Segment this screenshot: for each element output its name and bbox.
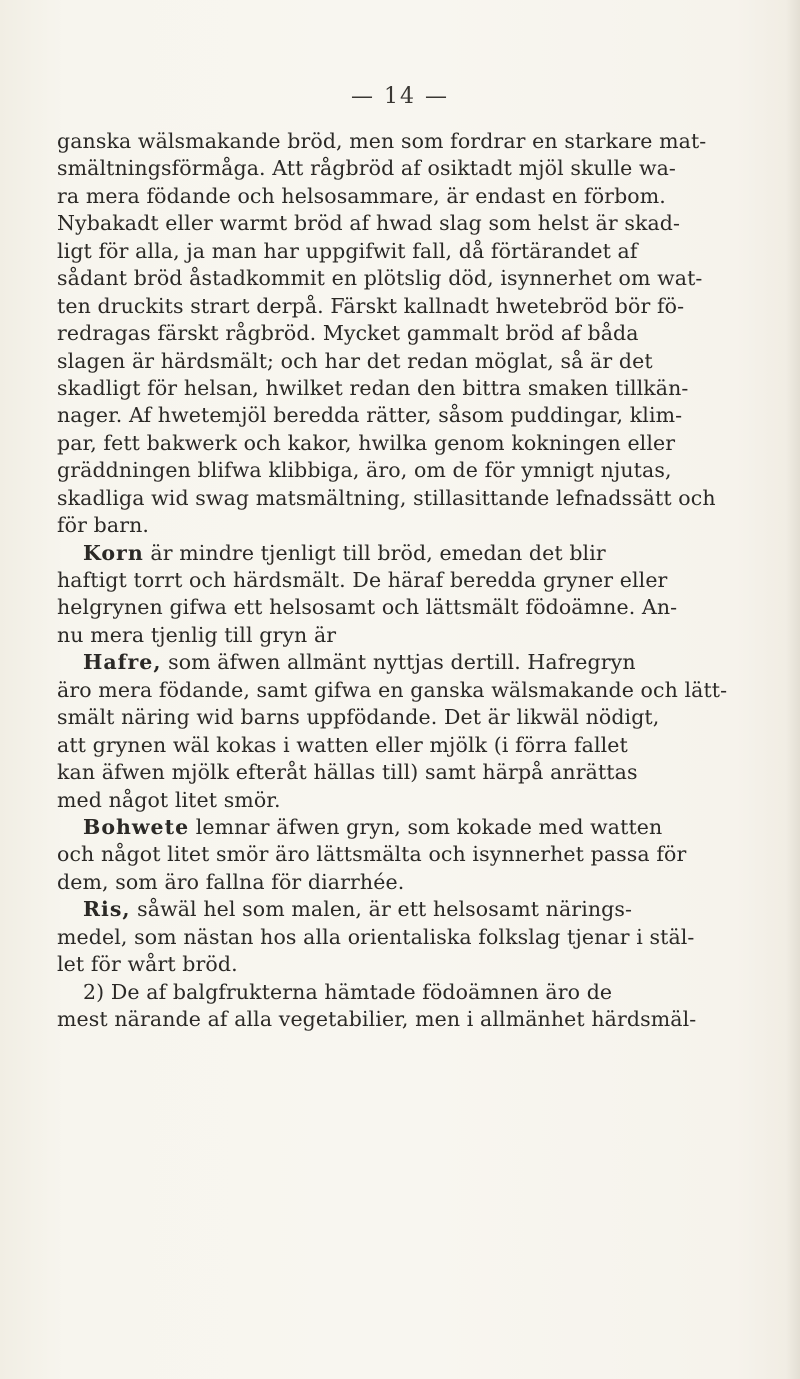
- paragraph-lead-term: Korn: [83, 540, 144, 565]
- paragraph-lead-term: Bohwete: [83, 814, 190, 839]
- text-line: Nybakadt eller warmt bröd af hwad slag som helst är skad-: [57, 211, 681, 236]
- text-line: [57, 896, 777, 923]
- text-line: skadligt för helsan, hwilket redan den bittra smaken tillkän-: [57, 375, 689, 400]
- text-line: [57, 979, 777, 1006]
- text-line: ligt för alla, ja man har uppgifwit fall, då förtärandet af: [57, 238, 638, 263]
- paragraph-lead-term: 2) De af balgfrukterna hämtade födoämnen äro de: [83, 979, 613, 1004]
- text-line-rest: som äfwen allmänt nyttjas dertill. Hafregryn: [168, 650, 636, 675]
- text-line: [57, 814, 777, 841]
- body-text: [57, 128, 777, 1033]
- paragraph-hafre: [57, 649, 777, 814]
- text-line-rest: är mindre tjenligt till bröd, emedan det blir: [150, 540, 606, 565]
- text-line: par, fett bakwerk och kakor, hwilka genom kokningen eller: [57, 430, 676, 455]
- paragraph-korn: [57, 540, 777, 650]
- text-line-rest: såwäl hel som malen, är ett helsosamt närings-: [137, 897, 633, 922]
- page-edge-shadow: [786, 0, 800, 1379]
- text-line: [57, 649, 777, 676]
- text-line: för barn.: [57, 513, 150, 538]
- text-line: smältningsförmåga. Att rågbröd af osiktadt mjöl skulle wa-: [57, 156, 676, 181]
- text-line: let för wårt bröd.: [57, 952, 238, 977]
- text-line: helgrynen gifwa ett helsosamt och lättsmält födoämne. An-: [57, 595, 678, 620]
- text-line: medel, som nästan hos alla orientaliska folkslag tjenar i stäl-: [57, 924, 695, 949]
- text-line: äro mera födande, samt gifwa en ganska wälsmakande och lätt-: [57, 677, 728, 702]
- text-line: sådant bröd åstadkommit en plötslig död, isynnerhet om wat-: [57, 266, 703, 291]
- text-line: nager. Af hwetemjöl beredda rätter, såsom puddingar, klim-: [57, 403, 683, 428]
- paragraph-lead-term: Hafre,: [83, 650, 162, 675]
- text-line: med något litet smör.: [57, 787, 281, 812]
- text-line: slagen är härdsmält; och har det redan möglat, så är det: [57, 348, 653, 373]
- text-line: mest närande af alla vegetabilier, men i allmänhet härdsmäl-: [57, 1007, 697, 1031]
- text-line: [57, 540, 777, 567]
- text-line: skadliga wid swag matsmältning, stillasittande lefnadssätt och: [57, 485, 716, 510]
- text-line: dem, som äro fallna för diarrhée.: [57, 869, 405, 894]
- page-number-header: — 14 —: [351, 84, 449, 109]
- paragraph-lead-term: Ris,: [83, 897, 131, 922]
- text-line: nu mera tjenlig till gryn är: [57, 622, 337, 647]
- text-line: och något litet smör äro lättsmälta och isynnerhet passa för: [57, 842, 687, 867]
- text-line: smält näring wid barns uppfödande. Det är likwäl nödigt,: [57, 705, 660, 730]
- paragraph-bohwete: [57, 814, 777, 896]
- paragraph-bread: [57, 128, 777, 540]
- text-line: haftigt torrt och härdsmält. De häraf beredda gryner eller: [57, 568, 668, 592]
- text-line: ten druckits strart derpå. Färskt kallnadt hwetebröd bör fö-: [57, 293, 685, 318]
- text-line: ganska wälsmakande bröd, men som fordrar en starkare mat-: [57, 129, 707, 153]
- text-line-rest: lemnar äfwen gryn, som kokade med watten: [195, 814, 663, 839]
- text-line: kan äfwen mjölk efteråt hällas till) samt härpå anrättas: [57, 760, 638, 785]
- text-line: redragas färskt rågbröd. Mycket gammalt bröd af båda: [57, 321, 639, 346]
- text-line: gräddningen blifwa klibbiga, äro, om de för ymnigt njutas,: [57, 458, 672, 483]
- text-line: att grynen wäl kokas i watten eller mjölk (i förra fallet: [57, 732, 628, 757]
- text-line: ra mera födande och helsosammare, är endast en förbom.: [57, 183, 666, 208]
- paragraph-legumes: [57, 979, 777, 1034]
- paragraph-ris: [57, 896, 777, 978]
